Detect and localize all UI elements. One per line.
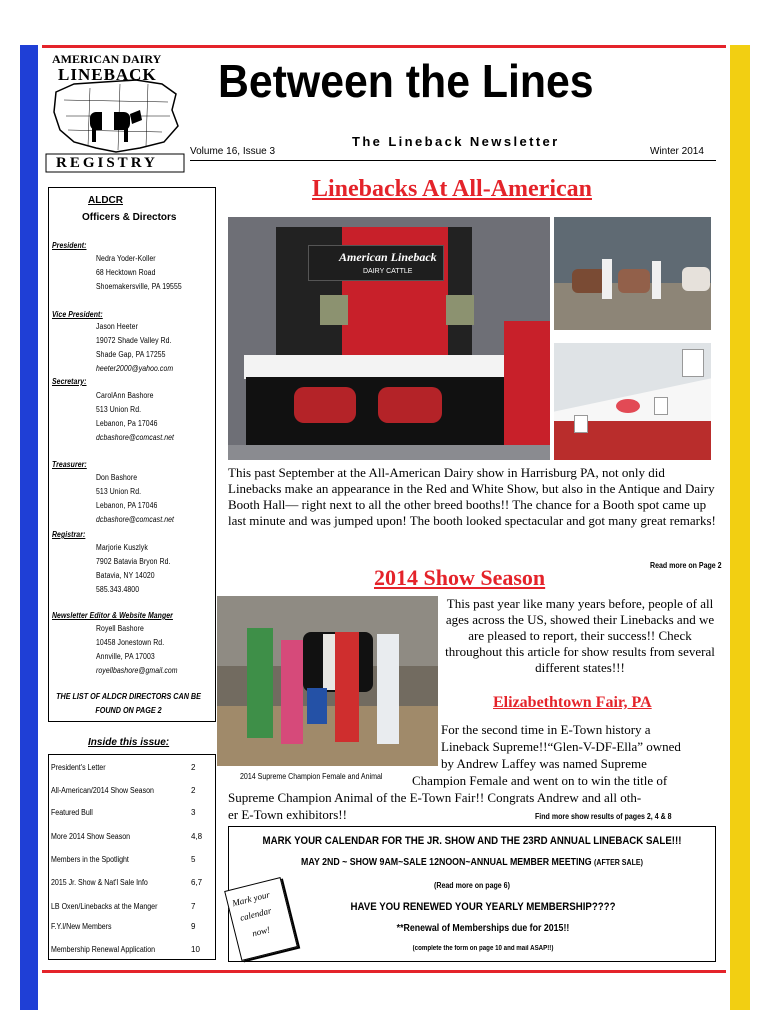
calendar-line-2-small: (AFTER SALE): [594, 858, 643, 867]
vp-line: Shade Gap, PA 17255: [96, 350, 166, 359]
newsletter-subtitle: The Lineback Newsletter: [352, 134, 560, 149]
booth-table-skirt: [246, 377, 504, 455]
calendar-line-3: (Read more on page 6): [434, 881, 510, 890]
toc-item-title: President's Letter: [51, 763, 106, 772]
calendar-note-line: now!: [251, 924, 271, 939]
calendar-line-2: [257, 857, 686, 868]
champion-person: [247, 628, 273, 738]
toc-item-page: 9: [191, 922, 196, 931]
toc-item-page: 6,7: [191, 878, 203, 887]
toc-item-title: F.Y.I/New Members: [51, 922, 112, 931]
secretary-email[interactable]: dcbashore@comcast.net: [96, 433, 175, 442]
article3-headline: Elizabethtown Fair, PA: [493, 694, 652, 711]
newsletter-title: Between the Lines: [218, 55, 594, 107]
logo-text-mid: LINEBACK: [58, 65, 157, 84]
toc-item-title: 2015 Jr. Show & Nat'l Sale Info: [51, 878, 148, 887]
toc-item[interactable]: [49, 832, 219, 848]
right-color-band: [730, 45, 750, 1010]
role-secretary: Secretary:: [52, 377, 87, 386]
logo-text-bottom: REGISTRY: [56, 155, 158, 171]
volume-issue: Volume 16, Issue 3: [190, 146, 276, 157]
toc-item-page: 4,8: [191, 832, 203, 841]
role-treasurer: Treasurer:: [52, 460, 87, 469]
role-editor: Newsletter Editor & Website Manger: [52, 611, 173, 620]
champion-photo: [217, 596, 438, 766]
toc-item[interactable]: [49, 878, 219, 894]
toc-item[interactable]: [49, 902, 219, 918]
booth-cow-cutout: [378, 387, 442, 423]
toc-item-page: 3: [191, 808, 196, 817]
toc-item[interactable]: [49, 808, 219, 824]
toc-item[interactable]: [49, 945, 219, 961]
logo-text-top: AMERICAN DAIRY: [52, 52, 162, 66]
calendar-note-line: calendar: [238, 905, 273, 923]
article1-body: This past September at the All-American Dairy show in Harrisburg PA, not only did Linebacks make an appearance in the Red and White Show, but also in the Antique and Dairy Booth Hall— right next to all the other breed booths!! The chance for a Booth spot came up last minute and was jumped upon! The booth looked spectacular and got many great remarks!: [228, 465, 716, 528]
toc-item[interactable]: [49, 855, 219, 871]
article2-headline: 2014 Show Season: [374, 565, 546, 590]
show-exhibitor: [602, 259, 612, 299]
article3-body-line: by Andrew Laffey was named Supreme: [441, 756, 647, 771]
president-line: 68 Hecktown Road: [96, 268, 156, 277]
masthead-rule: [190, 160, 716, 161]
toc-item[interactable]: [49, 786, 219, 802]
issue-season: Winter 2014: [650, 146, 704, 157]
toc-item-page: 5: [191, 855, 196, 864]
registrar-line: 7902 Batavia Bryon Rd.: [96, 557, 171, 566]
vp-line: 19072 Shade Valley Rd.: [96, 336, 172, 345]
champion-person: [377, 634, 399, 744]
booth-photo: [228, 217, 550, 460]
calendar-note-line: Mark your: [231, 889, 271, 909]
article3-body-line: er E-Town exhibitors!!: [228, 807, 347, 822]
booth-floor: [228, 445, 550, 460]
secretary-line: 513 Union Rd.: [96, 405, 142, 414]
article3-read-more[interactable]: Find more show results of pages 2, 4 & 8: [535, 812, 672, 821]
article3-body-line: For the second time in E-Town history a: [441, 722, 651, 737]
calendar-line-5: **Renewal of Memberships due for 2015!!: [396, 923, 570, 934]
toc-heading: Inside this issue:: [88, 737, 170, 748]
toc-item-title: More 2014 Show Season: [51, 832, 131, 841]
toc-item-title: Featured Bull: [51, 808, 93, 817]
booth-banner-text: American Lineback: [339, 250, 437, 264]
article3-body-line: Supreme Champion Animal of the E-Town Fair!! Congrats Andrew and all oth-: [228, 790, 642, 805]
role-president: President:: [52, 241, 87, 250]
bottom-rule: [42, 970, 726, 973]
booth-banner-sub: DAIRY CATTLE: [363, 268, 413, 275]
calendar-line-2-text: MAY 2ND ~ SHOW 9AM~SALE 12NOON~ANNUAL MEMBER MEETING: [301, 857, 592, 868]
toc-item-page: 2: [191, 786, 196, 795]
booth-cow-cutout: [294, 387, 356, 423]
toc-item-page: 2: [191, 763, 196, 772]
booth-red-wall: [504, 321, 550, 455]
article1-headline: Linebacks At All-American: [312, 176, 592, 202]
role-registrar: Registrar:: [52, 530, 86, 539]
toc-item-title: All-American/2014 Show Season: [51, 786, 154, 795]
show-cow: [618, 269, 650, 293]
champion-photo-caption: 2014 Supreme Champion Female and Animal: [240, 772, 383, 781]
article1-read-more[interactable]: Read more on Page 2: [650, 561, 722, 570]
toc-box: [48, 754, 216, 960]
treasurer-line: Lebanon, PA 17046: [96, 501, 158, 510]
officers-heading: Officers & Directors: [82, 212, 177, 223]
treasurer-line: 513 Union Rd.: [96, 487, 142, 496]
show-cow: [572, 269, 606, 293]
editor-line: 10458 Jonestown Rd.: [96, 638, 165, 647]
president-line: Shoemakersville, PA 19555: [96, 282, 182, 291]
show-cow: [682, 267, 710, 291]
article2-body: This past year like many years before, people of all ages across the US, showed their Linebacks and we are pleased to report, their success!! Check throughout this article for show results from several different states!!!: [445, 596, 715, 675]
treasurer-line: Don Bashore: [96, 473, 138, 482]
booth-banner: [308, 245, 444, 281]
president-line: Nedra Yoder-Koller: [96, 254, 156, 263]
directors-note: THE LIST OF ALDCR DIRECTORS CAN BE FOUND ON PAGE 2: [56, 692, 201, 715]
officers-org: ALDCR: [88, 195, 123, 206]
toc-item-page: 10: [191, 945, 200, 954]
toc-item-page: 7: [191, 902, 196, 911]
calendar-line-1: MARK YOUR CALENDAR FOR THE JR. SHOW AND THE 23RD ANNUAL LINEBACK SALE!!!: [262, 835, 682, 847]
calendar-line-4: HAVE YOU RENEWED YOUR YEARLY MEMBERSHIP????: [350, 901, 616, 913]
toc-item-title: Membership Renewal Application: [51, 945, 156, 954]
editor-line: Annville, PA 17003: [96, 652, 155, 661]
display-bowl: [616, 399, 640, 413]
show-exhibitor: [652, 261, 661, 299]
champion-person: [335, 632, 359, 742]
booth-table: [244, 355, 506, 379]
display-table-photo: [554, 343, 711, 460]
editor-email[interactable]: royellbashore@gmail.com: [96, 666, 178, 675]
treasurer-email[interactable]: dcbashore@comcast.net: [96, 515, 175, 524]
role-vice-president: Vice President:: [52, 310, 103, 319]
display-flyer: [654, 397, 668, 415]
display-flyer: [682, 349, 704, 377]
article3-body-line: Lineback Supreme!!“Glen-V-DF-Ella” owned: [441, 739, 681, 754]
booth-cow-poster: [320, 295, 348, 325]
calendar-line-6: (complete the form on page 10 and mail ASAP!!): [412, 945, 554, 952]
registrar-line: 585.343.4800: [96, 585, 140, 594]
editor-line: Royell Bashore: [96, 624, 144, 633]
show-ring-photo: [554, 217, 711, 330]
toc-item-title: LB Oxen/Linebacks at the Manger: [51, 902, 158, 911]
article3-body-line: Champion Female and went on to win the title of: [412, 773, 668, 788]
vp-line: Jason Heeter: [96, 322, 138, 331]
toc-item[interactable]: [49, 922, 219, 938]
toc-item-title: Members in the Spotlight: [51, 855, 129, 864]
vp-email[interactable]: heeter2000@yahoo.com: [96, 364, 174, 373]
champion-banner: [307, 688, 327, 724]
display-flyer: [574, 415, 588, 433]
secretary-line: Lebanon, Pa 17046: [96, 419, 158, 428]
top-rule: [42, 45, 726, 48]
secretary-line: CarolAnn Bashore: [96, 391, 154, 400]
champion-person: [281, 640, 303, 744]
toc-item[interactable]: [49, 763, 219, 779]
registrar-line: Marjorie Kuszlyk: [96, 543, 148, 552]
registrar-line: Batavia, NY 14020: [96, 571, 155, 580]
booth-cow-poster: [446, 295, 474, 325]
left-color-band: [20, 45, 38, 1010]
registry-logo: [44, 50, 186, 174]
